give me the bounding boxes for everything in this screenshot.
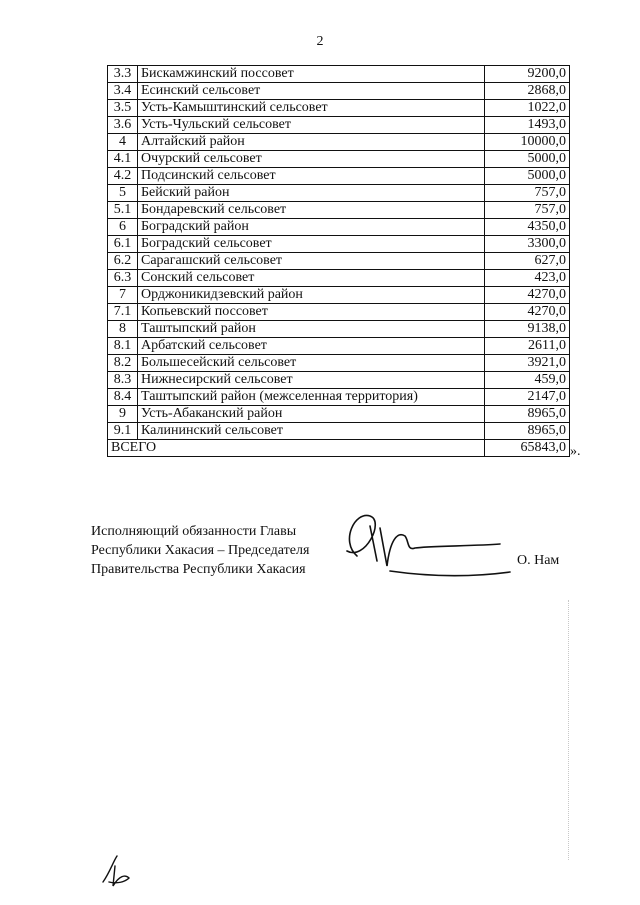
closing-quote: ». xyxy=(570,444,581,459)
amount-cell: 2147,0 xyxy=(485,389,570,406)
municipality-name: Нижнесирский сельсовет xyxy=(138,372,485,389)
row-number: 9.1 xyxy=(108,423,138,440)
municipality-name: Алтайский район xyxy=(138,134,485,151)
amount-cell: 1493,0 xyxy=(485,117,570,134)
handwritten-signature xyxy=(335,506,515,586)
table-row xyxy=(108,185,570,202)
amount-cell: 459,0 xyxy=(485,372,570,389)
table-row xyxy=(108,287,570,304)
table-total-row xyxy=(108,440,570,457)
table-row xyxy=(108,83,570,100)
table-row xyxy=(108,151,570,168)
table-row xyxy=(108,253,570,270)
table-row xyxy=(108,100,570,117)
amount-cell: 8965,0 xyxy=(485,423,570,440)
municipality-name: Сарагашский сельсовет xyxy=(138,253,485,270)
municipality-name: Подсинский сельсовет xyxy=(138,168,485,185)
allocation-table-body xyxy=(108,66,570,457)
allocation-table xyxy=(107,65,570,457)
row-number: 6.1 xyxy=(108,236,138,253)
amount-cell: 4270,0 xyxy=(485,287,570,304)
table-row xyxy=(108,423,570,440)
amount-cell: 8965,0 xyxy=(485,406,570,423)
municipality-name: Орджоникидзевский район xyxy=(138,287,485,304)
amount-cell: 9200,0 xyxy=(485,66,570,83)
municipality-name: Усть-Чульский сельсовет xyxy=(138,117,485,134)
table-row xyxy=(108,372,570,389)
amount-cell: 1022,0 xyxy=(485,100,570,117)
amount-cell: 627,0 xyxy=(485,253,570,270)
municipality-name: Сонский сельсовет xyxy=(138,270,485,287)
table-row xyxy=(108,168,570,185)
amount-cell: 9138,0 xyxy=(485,321,570,338)
row-number: 3.4 xyxy=(108,83,138,100)
amount-cell: 4350,0 xyxy=(485,219,570,236)
total-amount: 65843,0 xyxy=(485,440,570,457)
municipality-name: Есинский сельсовет xyxy=(138,83,485,100)
municipality-name: Копьевский поссовет xyxy=(138,304,485,321)
table-row xyxy=(108,117,570,134)
municipality-name: Таштыпский район xyxy=(138,321,485,338)
row-number: 3.6 xyxy=(108,117,138,134)
amount-cell: 10000,0 xyxy=(485,134,570,151)
row-number: 3.3 xyxy=(108,66,138,83)
row-number: 9 xyxy=(108,406,138,423)
row-number: 6.2 xyxy=(108,253,138,270)
municipality-name: Усть-Камыштинский сельсовет xyxy=(138,100,485,117)
table-row xyxy=(108,219,570,236)
page-number: 2 xyxy=(316,34,324,49)
amount-cell: 757,0 xyxy=(485,185,570,202)
table-row xyxy=(108,338,570,355)
municipality-name: Бондаревский сельсовет xyxy=(138,202,485,219)
table-row xyxy=(108,406,570,423)
amount-cell: 5000,0 xyxy=(485,151,570,168)
row-number: 4.1 xyxy=(108,151,138,168)
municipality-name: Очурский сельсовет xyxy=(138,151,485,168)
municipality-name: Арбатский сельсовет xyxy=(138,338,485,355)
table-row xyxy=(108,389,570,406)
table-row xyxy=(108,66,570,83)
municipality-name: Таштыпский район (межселенная территория) xyxy=(138,389,485,406)
row-number: 5 xyxy=(108,185,138,202)
signatory-title: Исполняющий обязанности Главы Республики Хакасия – Председателя Правительства Республики Хакасия xyxy=(91,524,310,577)
municipality-name: Боградский сельсовет xyxy=(138,236,485,253)
table-row xyxy=(108,304,570,321)
amount-cell: 2868,0 xyxy=(485,83,570,100)
row-number: 3.5 xyxy=(108,100,138,117)
total-spacer xyxy=(138,440,485,457)
amount-cell: 2611,0 xyxy=(485,338,570,355)
municipality-name: Боградский район xyxy=(138,219,485,236)
amount-cell: 757,0 xyxy=(485,202,570,219)
row-number: 4 xyxy=(108,134,138,151)
signer-name: О. Нам xyxy=(517,553,560,568)
table-row xyxy=(108,270,570,287)
row-number: 7 xyxy=(108,287,138,304)
scan-margin-dots xyxy=(568,600,573,860)
row-number: 5.1 xyxy=(108,202,138,219)
row-number: 6.3 xyxy=(108,270,138,287)
amount-cell: 4270,0 xyxy=(485,304,570,321)
row-number: 7.1 xyxy=(108,304,138,321)
municipality-name: Бискамжинский поссовет xyxy=(138,66,485,83)
amount-cell: 3300,0 xyxy=(485,236,570,253)
amount-cell: 423,0 xyxy=(485,270,570,287)
row-number: 8.3 xyxy=(108,372,138,389)
total-label: ВСЕГО xyxy=(108,440,138,457)
row-number: 8.1 xyxy=(108,338,138,355)
table-row xyxy=(108,321,570,338)
municipality-name: Усть-Абаканский район xyxy=(138,406,485,423)
municipality-name: Бейский район xyxy=(138,185,485,202)
amount-cell: 5000,0 xyxy=(485,168,570,185)
initial-mark xyxy=(95,852,145,892)
table-row xyxy=(108,202,570,219)
row-number: 6 xyxy=(108,219,138,236)
row-number: 8.2 xyxy=(108,355,138,372)
row-number: 8 xyxy=(108,321,138,338)
table-row xyxy=(108,236,570,253)
municipality-name: Калининский сельсовет xyxy=(138,423,485,440)
amount-cell: 3921,0 xyxy=(485,355,570,372)
table-row xyxy=(108,134,570,151)
row-number: 4.2 xyxy=(108,168,138,185)
municipality-name: Большесейский сельсовет xyxy=(138,355,485,372)
table-row xyxy=(108,355,570,372)
row-number: 8.4 xyxy=(108,389,138,406)
